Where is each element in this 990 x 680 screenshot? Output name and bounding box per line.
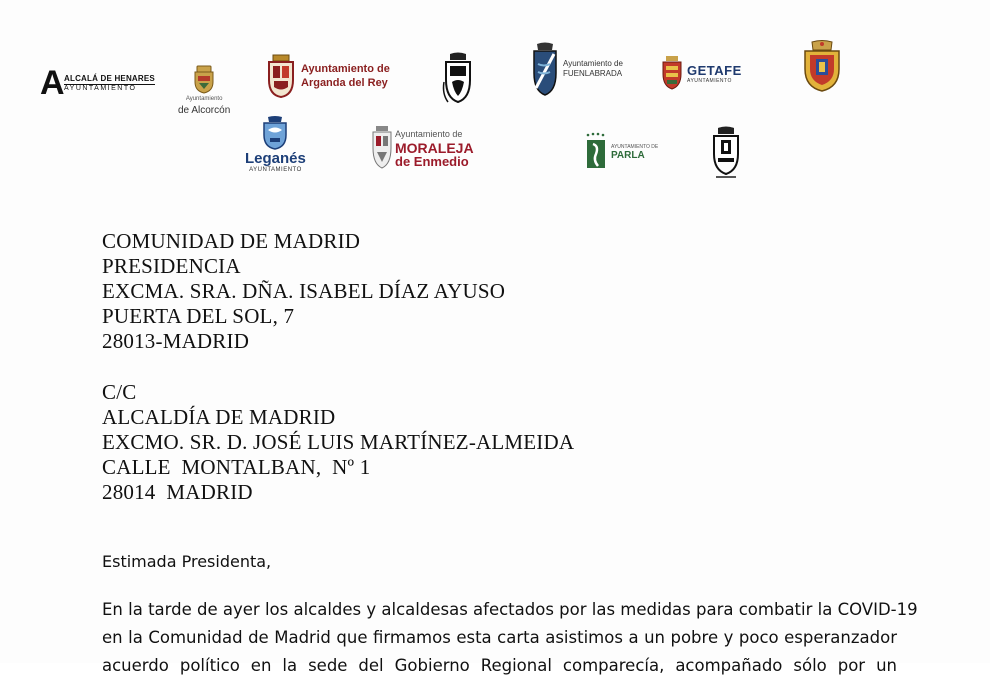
moraleja-logo-line2: de Enmedio bbox=[395, 154, 469, 169]
coslada-logo bbox=[441, 52, 475, 108]
alcala-logo-line1: ALCALÁ DE HENARES bbox=[64, 74, 155, 83]
fuenlabrada-crest-icon bbox=[531, 42, 559, 96]
alcorcon-logo-top: Ayuntamiento bbox=[185, 96, 223, 102]
recipient-line-5: 28013-MADRID bbox=[102, 329, 250, 353]
alcorcon-crest-icon bbox=[190, 64, 218, 94]
salutation: Estimada Presidenta, bbox=[102, 552, 272, 571]
getafe-logo-name: GETAFE bbox=[687, 62, 742, 78]
alcala-a-icon: A bbox=[40, 64, 65, 102]
recipient-line-4: PUERTA DEL SOL, 7 bbox=[102, 304, 295, 328]
recipient-line-1: COMUNIDAD DE MADRID bbox=[102, 229, 361, 253]
parla-logo bbox=[584, 132, 658, 172]
alcala-logo-line2: AYUNTAMIENTO bbox=[64, 84, 155, 92]
coslada-crest-icon bbox=[441, 52, 475, 108]
arganda-crest-icon bbox=[267, 54, 295, 98]
getafe-logo bbox=[662, 56, 742, 90]
moraleja-logo-top: Ayuntamiento de bbox=[395, 129, 463, 139]
arganda-logo-line1: Ayuntamiento de bbox=[301, 63, 390, 75]
moraleja-crest-icon bbox=[372, 124, 392, 172]
fuenlabrada-logo bbox=[531, 42, 623, 96]
arganda-logo-line2: Arganda del Rey bbox=[301, 77, 388, 89]
cc-line-1: C/C bbox=[102, 380, 137, 404]
parla-logo-top: AYUNTAMIENTO DE bbox=[611, 143, 659, 150]
arganda-logo bbox=[267, 54, 390, 98]
municipal-crest-logo bbox=[802, 40, 842, 92]
moraleja-logo-line1: MORALEJA bbox=[395, 140, 474, 156]
recipient-line-2: PRESIDENCIA bbox=[102, 254, 241, 278]
body-line-3: acuerdo político en la sede del Gobierno Regional comparecía, acompañado sólo por un bbox=[102, 656, 897, 675]
getafe-logo-sub: AYUNTAMIENTO bbox=[687, 77, 732, 84]
moraleja-logo bbox=[372, 124, 474, 172]
getafe-crest-icon bbox=[662, 56, 682, 90]
body-paragraph bbox=[102, 596, 918, 680]
parla-logo-name: PARLA bbox=[611, 149, 645, 161]
pinto-crest-icon bbox=[710, 126, 742, 182]
alcorcon-logo bbox=[178, 64, 230, 116]
alcala-logo bbox=[40, 66, 155, 100]
cc-line-5: 28014 MADRID bbox=[102, 480, 253, 504]
alcorcon-logo-name: de Alcorcón bbox=[178, 105, 231, 116]
pinto-logo bbox=[710, 126, 742, 182]
municipal-crest-icon bbox=[802, 40, 842, 92]
cc-line-3: EXCMO. SR. D. JOSÉ LUIS MARTÍNEZ-ALMEIDA bbox=[102, 430, 575, 454]
leganes-logo bbox=[245, 116, 306, 173]
recipient-address bbox=[102, 229, 505, 354]
body-line-2: en la Comunidad de Madrid que firmamos esta carta asistimos a un pobre y poco esperanzador bbox=[102, 628, 897, 647]
leganes-crest-icon bbox=[262, 116, 288, 150]
cc-address bbox=[102, 380, 574, 505]
body-line-1: En la tarde de ayer los alcaldes y alcaldesas afectados por las medidas para combatir la COVID-19 bbox=[102, 600, 918, 619]
leganes-logo-name: Leganés bbox=[245, 150, 306, 167]
parla-tree-icon bbox=[584, 132, 608, 172]
fuenlabrada-logo-line2: FUENLABRADA bbox=[563, 69, 623, 78]
cc-line-2: ALCALDÍA DE MADRID bbox=[102, 405, 336, 429]
fuenlabrada-logo-line1: Ayuntamiento de bbox=[563, 59, 623, 68]
cc-line-4: CALLE MONTALBAN, Nº 1 bbox=[102, 455, 371, 479]
leganes-logo-sub: AYUNTAMIENTO bbox=[249, 167, 302, 173]
recipient-line-3: EXCMA. SRA. DÑA. ISABEL DÍAZ AYUSO bbox=[102, 279, 506, 303]
